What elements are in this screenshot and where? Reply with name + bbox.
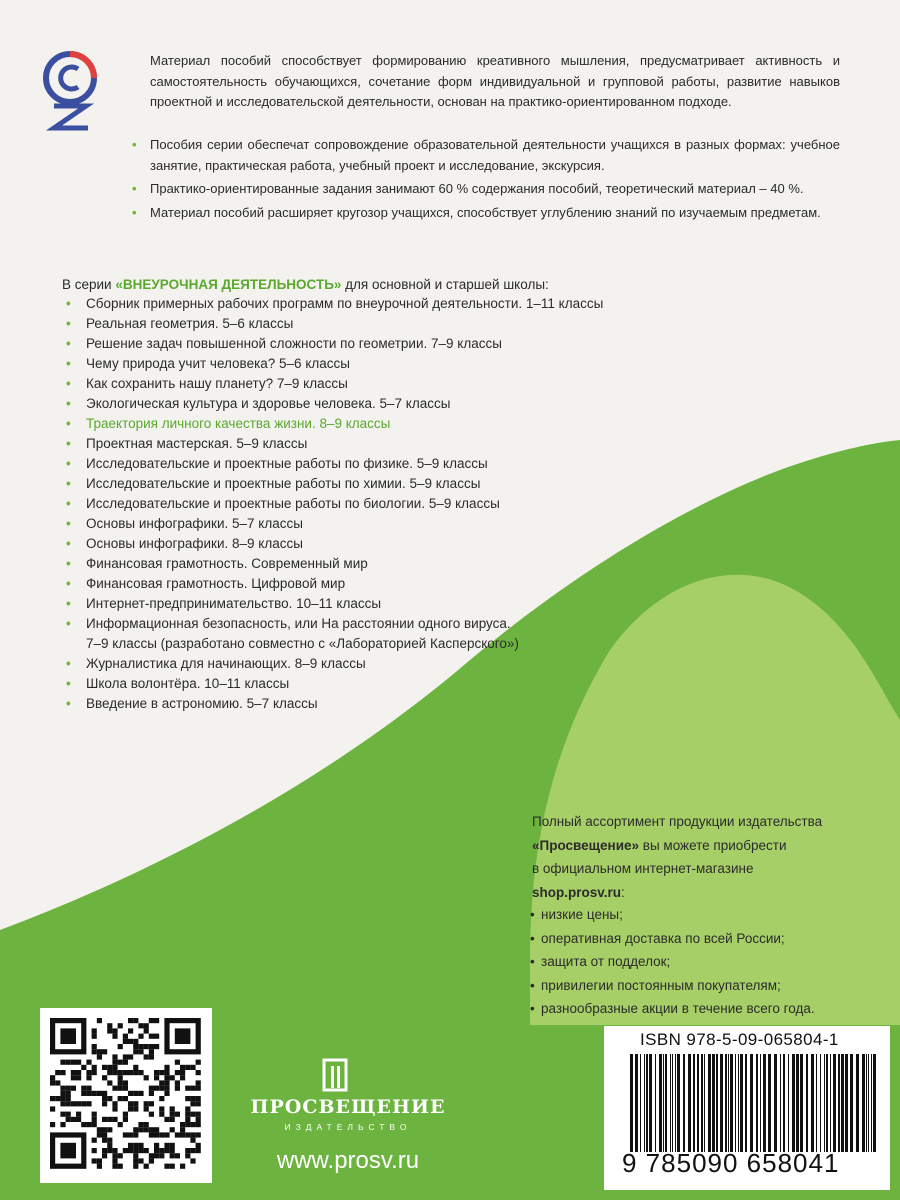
book-item: • Исследовательские и проектные работы по биологии. 5–9 классы [62, 494, 622, 514]
series-logo-icon [38, 44, 102, 134]
feature-item: • Пособия серии обеспечат сопровождение образовательной деятельности учащихся в разных формах: учебное занятие, практическая работа, учебный проект и исследование, экскурсия. [132, 135, 840, 176]
benefit-item: • привилегии постоянным покупателям; [530, 974, 890, 998]
book-item: • Журналистика для начинающих. 8–9 классы [62, 654, 622, 674]
book-item: • Как сохранить нашу планету? 7–9 классы [62, 374, 622, 394]
shop-benefits-list [530, 903, 890, 1021]
publisher-subtitle: ИЗДАТЕЛЬСТВО [284, 1122, 412, 1132]
book-item: • Реальная геометрия. 5–6 классы [62, 314, 622, 334]
book-item: • Исследовательские и проектные работы по химии. 5–9 классы [62, 474, 622, 494]
book-item: • Финансовая грамотность. Современный мир [62, 554, 622, 574]
book-item: • Школа волонтёра. 10–11 классы [62, 674, 622, 694]
barcode-digits: 9 785090 658041 [622, 1148, 840, 1178]
benefit-item: • защита от подделок; [530, 950, 890, 974]
benefit-item: • оперативная доставка по всей России; [530, 927, 890, 951]
benefit-item: • низкие цены; [530, 903, 890, 927]
book-item: • Информационная безопасность, или На расстоянии одного вируса. [62, 614, 622, 634]
benefit-item: • разнообразные акции в течение всего года. [530, 997, 890, 1021]
book-item: • Основы инфографики. 5–7 классы [62, 514, 622, 534]
book-item: • Решение задач повышенной сложности по геометрии. 7–9 классы [62, 334, 622, 354]
qr-code-icon [40, 1008, 212, 1183]
feature-list [132, 135, 840, 226]
qr-code[interactable] [40, 1008, 212, 1183]
book-item-continuation: 7–9 классы (разработано совместно с «Лабораторией Касперского») [86, 636, 519, 651]
book-item: • Основы инфографики. 8–9 классы [62, 534, 622, 554]
book-item: • Чему природа учит человека? 5–6 классы [62, 354, 622, 374]
book-item: • Исследовательские и проектные работы по физике. 5–9 классы [62, 454, 622, 474]
book-item: • Финансовая грамотность. Цифровой мир [62, 574, 622, 594]
publisher-logo-icon [322, 1058, 348, 1092]
book-item-highlighted: • Траектория личного качества жизни. 8–9 классы [62, 414, 622, 434]
publisher-brand: «Просвещение» [532, 837, 640, 853]
series-name: «ВНЕУРОЧНАЯ ДЕЯТЕЛЬНОСТЬ» [115, 277, 342, 292]
intro-text: Материал пособий способствует формированию креативного мышления, предусматривает активность и самостоятельность обучающихся, сочетание форм индивидуальной и групповой работы, развитие навыков проектной и исследовательской деятельности, основан на практико-ориентированном подходе. [150, 53, 840, 109]
isbn-number: ISBN 978-5-09-065804-1 [640, 1030, 839, 1049]
book-item: • Экологическая культура и здоровье человека. 5–7 классы [62, 394, 622, 414]
book-item: • Сборник примерных рабочих программ по внеурочной деятельности. 1–11 классы [62, 294, 622, 314]
shop-url[interactable]: shop.prosv.ru [532, 884, 622, 900]
feature-item: • Практико-ориентированные задания занимают 60 % содержания пособий, теоретический материал – 40 %. [132, 179, 840, 200]
publisher-website[interactable]: www.prosv.ru [276, 1147, 420, 1174]
publisher-name: ПРОСВЕЩЕНИЕ [250, 1096, 446, 1118]
book-item: • Введение в астрономию. 5–7 классы [62, 694, 622, 714]
barcode-icon [624, 1054, 882, 1152]
series-heading: В серии «ВНЕУРОЧНАЯ ДЕЯТЕЛЬНОСТЬ» для основной и старшей школы: [62, 277, 549, 292]
book-item: • Проектная мастерская. 5–9 классы [62, 434, 622, 454]
shop-info: Полный ассортимент продукции издательства «Просвещение» вы можете приобрести в официальном интернет-магазине shop.prosv.ru: [532, 814, 823, 900]
book-item: • Интернет-предпринимательство. 10–11 классы [62, 594, 622, 614]
feature-item: • Материал пособий расширяет кругозор учащихся, способствует углублению знаний по изучаемым предметам. [132, 203, 840, 224]
book-list [62, 294, 622, 714]
